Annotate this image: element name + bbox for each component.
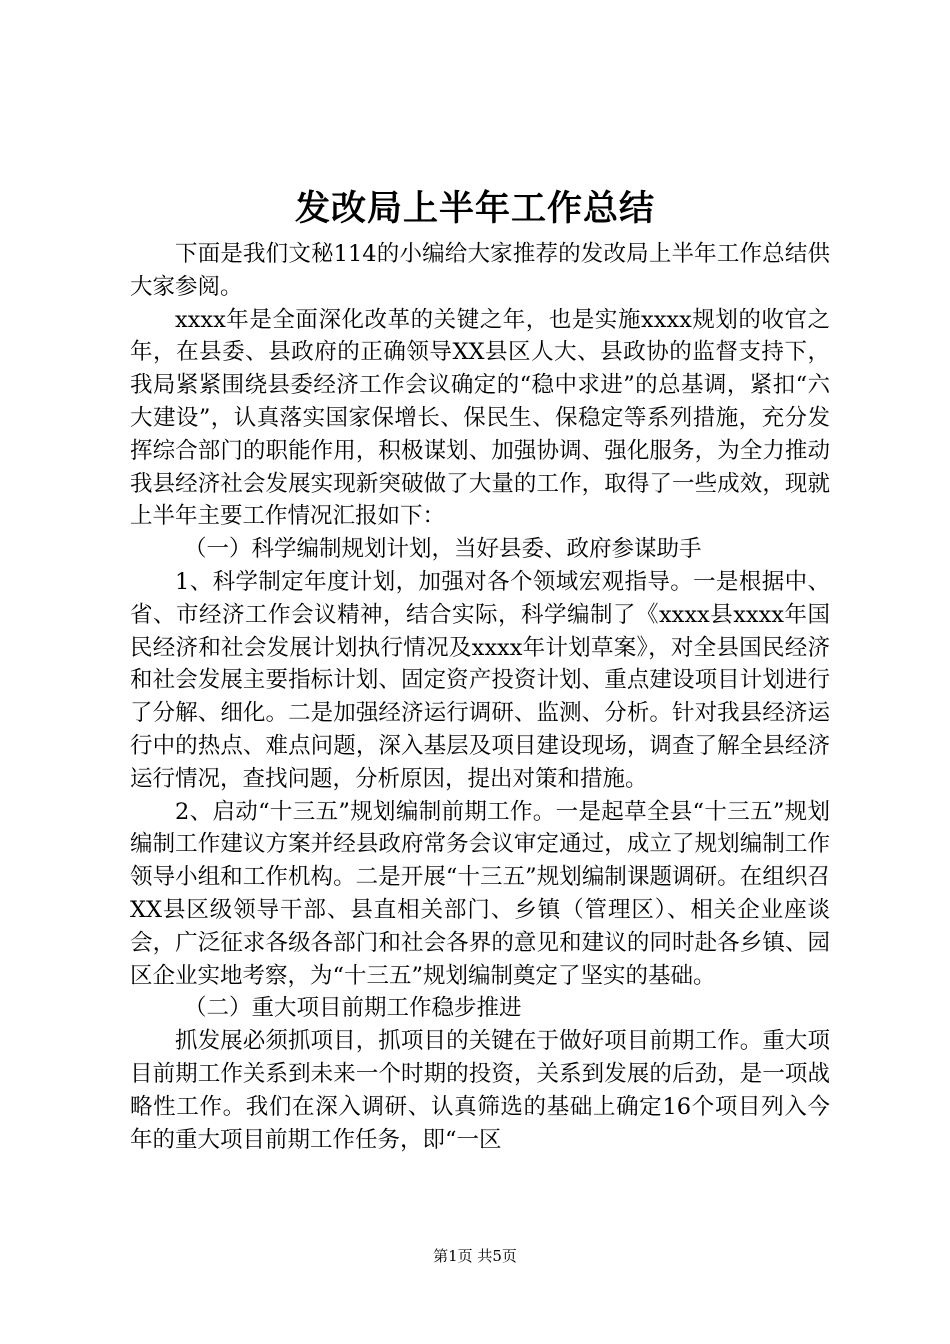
- section-1-item-1: 1、科学制定年度计划，加强对各个领域宏观指导。一是根据中、省、市经济工作会议精神，结合实际，科学编制了《xxxx县xxxx年国民经济和社会发展计划执行情况及xxxx年计划草案》，对全县国民经济和社会发展主要指标计划、固定资产投资计划、重点建设项目计划进行了分解、细化。二是加强经济运行调研、监测、分析。针对我县经济运行中的热点、难点问题，深入基层及项目建设现场，调查了解全县经济运行情况，查找问题，分析原因，提出对策和措施。: [130, 568, 830, 792]
- section-2-paragraph: 抓发展必须抓项目，抓项目的关键在于做好项目前期工作。重大项目前期工作关系到未来一个时期的投资，关系到发展的后劲，是一项战略性工作。我们在深入调研、认真筛选的基础上确定16个项目列入今年的重大项目前期工作任务，即“一区: [130, 1028, 830, 1153]
- section-1-item-2: 2、启动“十三五”规划编制前期工作。一是起草全县“十三五”规划编制工作建议方案并经县政府常务会议审定通过，成立了规划编制工作领导小组和工作机构。二是开展“十三五”规划编制课题调研。在组织召XX县区级领导干部、县直相关部门、乡镇（管理区）、相关企业座谈会，广泛征求各级各部门和社会各界的意见和建议的同时赴各乡镇、园区企业实地考察，为“十三五”规划编制奠定了坚实的基础。: [130, 798, 830, 989]
- document-title: 发改局上半年工作总结: [294, 188, 655, 229]
- section-heading-1: （一）科学编制规划计划，当好县委、政府参谋助手: [184, 536, 702, 563]
- intro-paragraph: 下面是我们文秘114的小编给大家推荐的发改局上半年工作总结供大家参阅。: [130, 241, 830, 300]
- overview-paragraph: xxxx年是全面深化改革的关键之年，也是实施xxxx规划的收官之年，在县委、县政府的正确领导XX县区人大、县政协的监督支持下，我局紧紧围绕县委经济工作会议确定的“稳中求进”的总基调，紧扣“六大建设”，认真落实国家保增长、保民生、保稳定等系列措施，充分发挥综合部门的职能作用，积极谋划、加强协调、强化服务，为全力推动我县经济社会发展实现新突破做了大量的工作，取得了一些成效，现就上半年主要工作情况汇报如下：: [130, 306, 830, 530]
- page-footer: 第1页 共5页: [433, 1247, 517, 1265]
- section-heading-2: （二）重大项目前期工作稳步推进: [184, 995, 522, 1022]
- document-body: [130, 238, 830, 1156]
